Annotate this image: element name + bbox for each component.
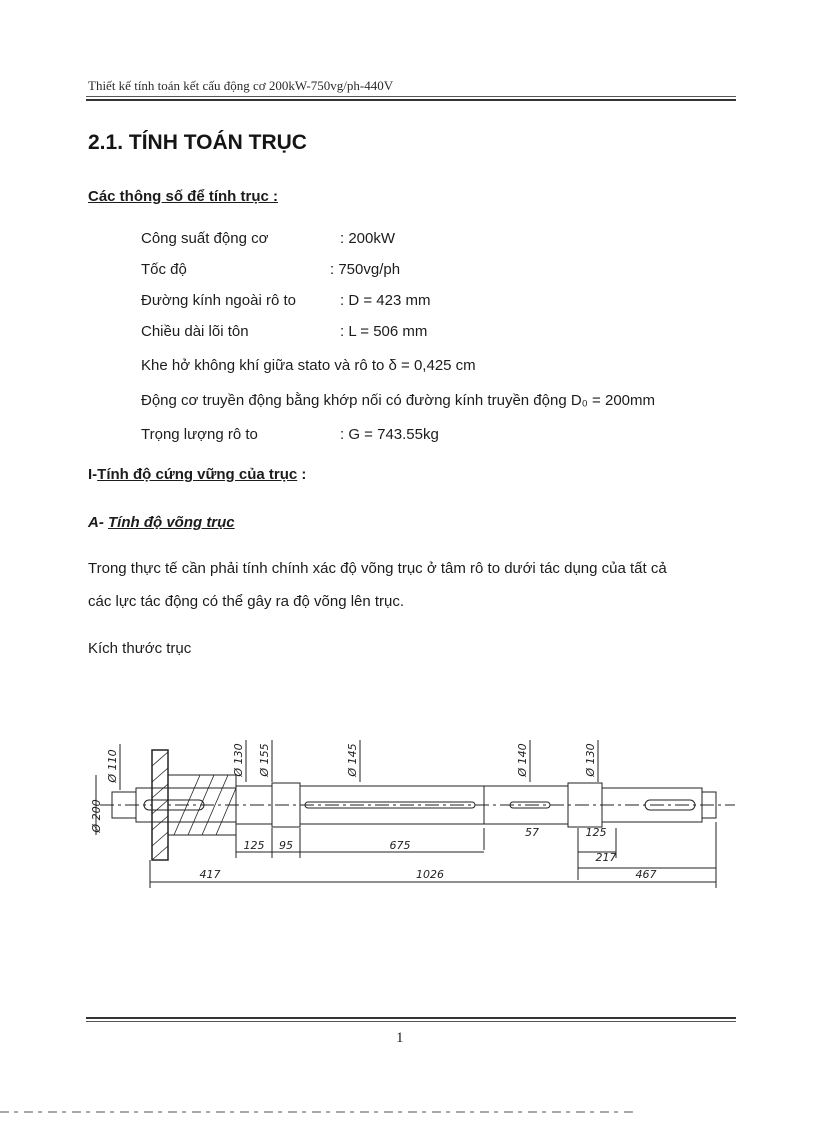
label-d145: Ø 145 [346, 743, 359, 777]
param-row [141, 392, 655, 409]
label-1026: 1026 [416, 868, 444, 881]
page-header: Thiết kế tính toán kết cấu động cơ 200kW-750vg/ph-440V [88, 78, 394, 93]
param-label: Tốc độ [141, 261, 187, 278]
section-title: 2.1. TÍNH TOÁN TRỤC [88, 131, 307, 154]
label-d130-right: Ø 130 [584, 743, 597, 777]
param-row [141, 292, 431, 309]
subsection-a-title: Tính độ võng trục [108, 514, 235, 531]
param-label: Đường kính ngoài rô to [141, 292, 296, 309]
label-57: 57 [525, 826, 539, 839]
subsection-i-prefix: I- [88, 466, 98, 483]
drawing-caption: Kích thước trục [88, 640, 192, 657]
label-d155: Ø 155 [258, 743, 271, 777]
param-label: Động cơ truyền động bằng khớp nối có đường kính truyền động D₀ = 200mm [141, 392, 655, 409]
label-95: 95 [279, 839, 293, 852]
subsection-i-title: Tính độ cứng vững của trục [97, 466, 298, 483]
label-d130-left: Ø 130 [232, 743, 245, 777]
footer-rule-thin [86, 1021, 736, 1022]
shaft-drawing [70, 730, 740, 900]
label-125-right: 125 [585, 826, 607, 839]
param-value: : G = 743.55kg [340, 426, 439, 443]
label-675: 675 [389, 839, 411, 852]
param-row [141, 426, 439, 443]
label-d200: Ø 200 [90, 799, 103, 833]
header-rule-thin [86, 96, 736, 97]
param-row [141, 261, 401, 278]
param-label: Công suất động cơ [141, 230, 269, 247]
paragraph-line: Trong thực tế cần phải tính chính xác độ võng trục ở tâm rô to dưới tác dụng của tất cả [88, 560, 667, 577]
footer-rule-thick [86, 1017, 736, 1019]
param-label: Trọng lượng rô to [141, 426, 258, 443]
paragraph-line: các lực tác động có thể gây ra độ võng lên trục. [88, 593, 405, 610]
param-value: : L = 506 mm [340, 323, 428, 340]
param-value: : D = 423 mm [340, 292, 431, 309]
subsection-i-suffix: : [297, 466, 307, 483]
label-467: 467 [635, 868, 657, 881]
label-d140: Ø 140 [516, 743, 529, 777]
label-217: 217 [595, 851, 617, 864]
label-125-left: 125 [243, 839, 265, 852]
header-rule-thick [86, 99, 736, 101]
label-d110: Ø 110 [106, 749, 119, 783]
param-value: : 750vg/ph [330, 261, 401, 278]
param-value: : 200kW [340, 230, 396, 247]
param-row [141, 357, 476, 374]
subsection-a-heading [88, 514, 235, 531]
scan-dash-line [0, 1110, 816, 1114]
params-heading: Các thông số để tính trục : [88, 188, 278, 205]
param-row [141, 230, 396, 247]
subsection-a-prefix: A- [88, 514, 104, 531]
param-label: Chiều dài lõi tôn [141, 323, 249, 340]
label-417: 417 [199, 868, 221, 881]
param-label: Khe hở không khí giữa stato và rô to δ = 0,425 cm [141, 357, 476, 374]
page-number: 1 [396, 1030, 404, 1046]
subsection-i-heading [88, 466, 306, 483]
param-row [141, 323, 428, 340]
